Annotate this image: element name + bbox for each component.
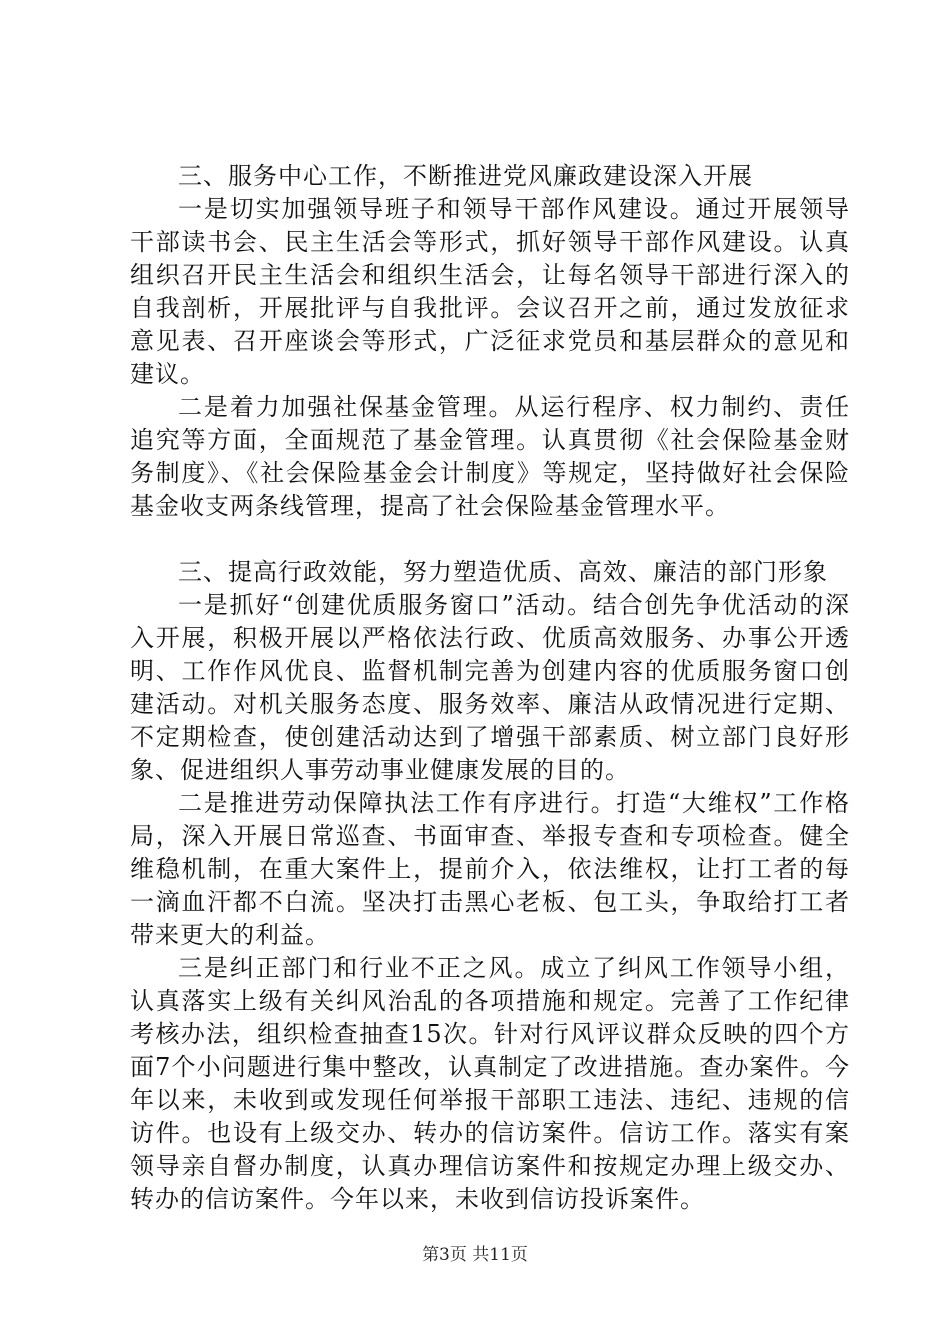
page-number-footer: 第3页 共11页 [422,1245,528,1265]
paragraph-leadership-style: 一是切实加强领导班子和领导干部作风建设。通过开展领导干部读书会、民主生活会等形式，抓好领导干部作风建设。认真组织召开民主生活会和组织生活会，让每名领导干部进行深入的自我剖析，开展批评与自我批评。会议召开之前，通过发放征求意见表、召开座谈会等形式，广泛征求党员和基层群众的意见和建议。 [130,195,850,388]
paragraph-industry-conduct: 三是纠正部门和行业不正之风。成立了纠风工作领导小组，认真落实上级有关纠风治乱的各项措施和规定。完善了工作纪律考核办法，组织检查抽查15次。针对行风评议群众反映的四个方面7个小问题进行集中整改，认真制定了改进措施。查办案件。今年以来，未收到或发现任何举报干部职工违法、违纪、违规的信访件。也设有上级交办、转办的信访案件。信访工作。落实有案领导亲自督办制度，认真办理信访案件和按规定办理上级交办、转办的信访案件。今年以来，未收到信访投诉案件。 [130,954,850,1213]
section-heading-1: 三、服务中心工作，不断推进党风廉政建设深入开展 [178,162,753,190]
paragraph-social-security-fund: 二是着力加强社保基金管理。从运行程序、权力制约、责任追究等方面，全面规范了基金管理。认真贯彻《社会保险基金财务制度》、《社会保险基金会计制度》等规定，坚持做好社会保险基金收支两条线管理，提高了社会保险基金管理水平。 [130,393,850,520]
paragraph-spacer [130,523,850,556]
section-heading-2: 三、提高行政效能，努力塑造优质、高效、廉洁的部门形象 [178,558,828,586]
document-body [130,160,850,1216]
paragraph-service-window: 一是抓好“创建优质服务窗口”活动。结合创先争优活动的深入开展，积极开展以严格依法行政、优质高效服务、办事公开透明、工作作风优良、监督机制完善为创建内容的优质服务窗口创建活动。对机关服务态度、服务效率、廉洁从政情况进行定期、不定期检查，使创建活动达到了增强干部素质、树立部门良好形象、促进组织人事劳动事业健康发展的目的。 [130,591,850,784]
paragraph-labor-enforcement: 二是推进劳动保障执法工作有序进行。打造“大维权”工作格局，深入开展日常巡查、书面审查、举报专查和专项检查。健全维稳机制，在重大案件上，提前介入，依法维权，让打工者的每一滴血汗都不白流。坚决打击黑心老板、包工头，争取给打工者带来更大的利益。 [130,789,850,949]
